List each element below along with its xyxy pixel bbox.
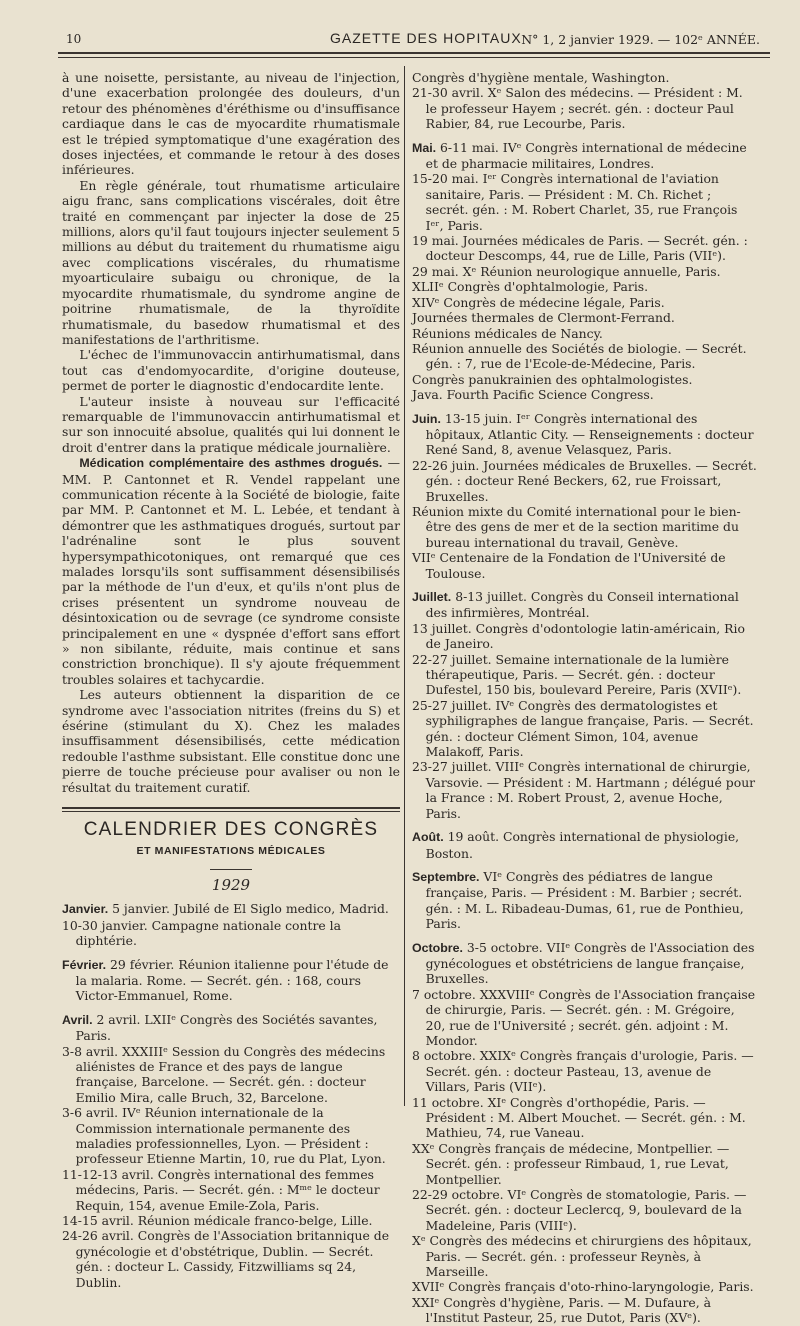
entry-text: 21-30 avril. Xᵉ Salon des médecins. — Président : M. le professeur Hayem ; secrét. gén. : docteur Paul Rabier, 84, rue Lecourbe, Paris. [412, 85, 743, 132]
section-rule [62, 807, 400, 809]
entry-text: XXIᵉ Congrès d'hygiène, Paris. — M. Dufaure, à l'Institut Pasteur, 25, rue Dutot, Paris (XVᵉ). [412, 1294, 711, 1326]
calendar-entry [412, 940, 757, 987]
article-paragraph: En règle générale, tout rhumatisme articulaire aigu franc, sans complications viscérales, doit être traité en commençant par injecter la dose de 25 millions, alors qu'il faut toujours injecter seulement 5 millions au début du traitement du rhumatisme aigu avec complications viscérales, du rhumatisme myoarticulaire subaigu ou chronique, de la myocardite rhumatismale, du syndrome angine de poitrine rhumatismale, de la thyroïdite rhumatismale, du basedow rhumatismal et des manifestations de l'arthritisme. [62, 177, 400, 347]
calendar-entry [412, 589, 757, 621]
month-gap [412, 581, 757, 589]
calendar-entry [412, 829, 757, 861]
issue-info: N° 1, 2 janvier 1929. — 102ᵉ ANNÉE. [521, 32, 760, 47]
entry-text: Réunion annuelle des Sociétés de biologie. — Secrét. gén. : 7, rue de l'Ecole-de-Médecine, Paris. [412, 340, 747, 372]
calendar-entry [412, 85, 757, 131]
month-gap [62, 949, 400, 957]
entry-text: 8 octobre. XXIXᵉ Congrès français d'urologie, Paris. — Secrét. gén. : docteur Pasteau, 13, avenue de Villars, Paris (VIIᵉ). [412, 1048, 754, 1095]
entry-text: Journées thermales de Clermont-Ferrand. [412, 310, 675, 326]
calendar-entry [412, 458, 757, 504]
calendar-entry [412, 698, 757, 760]
calendar-entry [62, 1105, 400, 1167]
calendar-entry [62, 1012, 400, 1044]
entry-text: 8-13 juillet. Congrès du Conseil international des infirmières, Montréal. [425, 589, 739, 621]
section-rule-thin [62, 811, 400, 812]
calendar-entry [412, 171, 757, 233]
entry-text: 15-20 mai. Iᵉʳ Congrès international de l'aviation sanitaire, Paris. — Président : M. Ch. Richet ; secrét. gén. : M. Robert Charlet, 35, rue François Iᵉʳ, Paris. [412, 171, 738, 233]
entry-text: XVIIᵉ Congrès français d'oto-rhino-laryngologie, Paris. [412, 1279, 754, 1295]
entry-text: 22-29 octobre. VIᵉ Congrès de stomatologie, Paris. — Secrét. gén. : docteur Leclercq, 9, boulevard de la Madeleine, Paris (VIIIᵉ). [412, 1187, 747, 1233]
calendar-entries-left [62, 901, 400, 1290]
article-heading: Médication complémentaire des asthmes drogués. [79, 456, 383, 471]
calendar-title: CALENDRIER DES CONGRÈS [83, 819, 379, 841]
page-header [60, 26, 760, 50]
calendar-entry [62, 1167, 400, 1213]
calendar-entry [412, 387, 757, 402]
entry-text: 6-11 mai. IVᵉ Congrès international de médecine et de pharmacie militaires, Londres. [425, 139, 747, 172]
calendar-entry [412, 326, 757, 341]
calendar-entry [412, 759, 757, 821]
calendar-entry [412, 869, 757, 932]
entry-text: 13 juillet. Congrès d'odontologie latin-américain, Rio de Janeiro. [412, 620, 745, 652]
entry-text: Xᵉ Congrès des médecins et chirurgiens des hôpitaux, Paris. — Secrét. gén. : professeur Reynès, à Marseille. [412, 1233, 752, 1280]
entry-text: 3-5 octobre. VIIᵉ Congrès de l'Association des gynécologues et obstétriciens de langue française, Bruxelles. [425, 939, 755, 987]
month-label: Juillet. [412, 590, 452, 604]
calendar-entry [412, 411, 757, 458]
article-paragraph [62, 455, 400, 687]
calendar-entry [412, 550, 757, 581]
article-paragraph: L'échec de l'immunovaccin antirhumatismal, dans tout cas d'endomyocardite, d'origine douteuse, permet de porter le diagnostic d'endocardite lente. [62, 347, 400, 394]
journal-title: GAZETTE DES HOPITAUX [330, 30, 522, 46]
entry-text: Congrès d'hygiène mentale, Washington. [412, 70, 670, 85]
entry-text: 22-26 juin. Journées médicales de Bruxelles. — Secrét. gén. : docteur René Beckers, 62, rue Froissart, Bruxelles. [412, 457, 757, 504]
calendar-entry [62, 957, 400, 1004]
month-label: Octobre. [412, 940, 463, 955]
month-label: Juin. [412, 411, 441, 426]
entry-text: 25-27 juillet. IVᵉ Congrès des dermatologistes et syphiligraphes de langue française, Paris. — Secrét. gén. : docteur Clément Simon, 104, avenue Malakoff, Paris. [412, 697, 754, 760]
calendar-entry [62, 1228, 400, 1290]
page-number: 10 [66, 32, 82, 46]
calendar-entry [412, 140, 757, 172]
calendar-entry [412, 341, 757, 372]
entry-text: 24-26 avril. Congrès de l'Association britannique de gynécologie et d'obstétrique, Dublin. — Secrét. gén. : docteur L. Cassidy, Fitzwilliams sq 24, Dublin. [62, 1228, 390, 1290]
calendar-entry [412, 1141, 757, 1187]
calendar-entry [412, 295, 757, 310]
calendar-entry [412, 233, 757, 264]
header-rule-thin [58, 57, 770, 58]
entry-text: Réunion mixte du Comité international pour le bien-être des gens de mer et de la section maritime du bureau international du travail, Genève. [412, 503, 741, 550]
header-rule [58, 52, 770, 54]
calendar-subtitle: ET MANIFESTATIONS MÉDICALES [136, 844, 326, 857]
calendar-entry [412, 504, 757, 550]
right-column [412, 70, 757, 1326]
article-body: — MM. P. Cantonnet et R. Vendel rappelant une communication récente à la Société de biologie, faite par MM. P. Cantonnet et M. L. Lebée, et tendant à démontrer que les asthmatiques drogués, surtout par l'adrénaline sont le plus souvent hypersympathicotoniques, ont remarqué que ces malades lorsqu'ils sont suffisamment désensibilisés par la méthode de l'un d'eux, et qu'ils n'ont plus de crises présentent un syndrome nouveau de désintoxication ou de sevrage (ce syndrome consiste principalement en une « dyspnée d'effort sans effort » non sibilante, réduite, mais continue et sans constriction bronchique). Il s'y ajoute fréquemment troubles solaires et tachycardie. [62, 455, 400, 687]
calendar-entry [412, 279, 757, 294]
calendar-entry [412, 264, 757, 279]
entry-text: 11-12-13 avril. Congrès international des femmes médecins, Paris. — Secrét. gén. : Mᵐᵉ le docteur Requin, 154, avenue Emile-Zola, Paris. [62, 1166, 380, 1213]
calendar-entry [62, 918, 400, 949]
calendar-entry [412, 652, 757, 698]
calendar-entry [412, 1187, 757, 1233]
entry-text: 23-27 juillet. VIIIᵉ Congrès international de chirurgie, Varsovie. — Président : M. Hartmann ; délégué pour la France : M. Robert Proust, 2, avenue Hoche, Paris. [412, 759, 756, 821]
entry-text: 29 février. Réunion italienne pour l'étude de la malaria. Rome. — Secrét. gén. : 168, cours Victor-Emmanuel, Rome. [75, 956, 389, 1004]
entry-text: 3-8 avril. XXXIIIᵉ Session du Congrès des médecins aliénistes de France et des pays de langue française, Barcelone. — Secrét. gén. : docteur Emilio Mira, calle Bruch, 32, Barcelone. [62, 1043, 386, 1105]
calendar-year: 1929 [211, 875, 251, 894]
calendar-entry [412, 1295, 757, 1326]
month-label: Avril. [62, 1012, 93, 1027]
article-paragraph: L'auteur insiste à nouveau sur l'efficacité remarquable de l'immunovaccin antirhumatismal et sur son innocuité absolue, qualités qui lui donnent le droit d'entrer dans la pratique médicale journalière. [62, 393, 400, 455]
calendar-entry [412, 621, 757, 652]
entry-text: XIVᵉ Congrès de médecine légale, Paris. [412, 294, 665, 310]
entry-text: 2 avril. LXIIᵉ Congrès des Sociétés savantes, Paris. [75, 1011, 378, 1044]
calendar-entry [412, 1279, 757, 1294]
calendar-entry [412, 70, 757, 85]
calendar-entries-right [412, 70, 757, 1326]
entry-text: 29 mai. Xᵉ Réunion neurologique annuelle, Paris. [412, 263, 721, 279]
month-label: Août. [412, 830, 444, 845]
entry-text: 3-6 avril. IVᵉ Réunion internationale de la Commission internationale permanente des maladies professionnelles, Lyon. — Président : professeur Etienne Martin, 10, rue du Plat, Lyon. [62, 1105, 386, 1167]
calendar-entry [62, 1044, 400, 1106]
calendar-entry [412, 310, 757, 325]
entry-text: 14-15 avril. Réunion médicale franco-belge, Lille. [62, 1213, 373, 1229]
entry-text: 13-15 juin. Iᵉʳ Congrès international des hôpitaux, Atlantic City. — Renseignements : docteur René Sand, 8, avenue Velasquez, Paris. [425, 410, 754, 458]
calendar-entry [62, 901, 400, 917]
calendar-entry [412, 1095, 757, 1141]
column-divider [404, 66, 405, 1106]
month-label: Février. [62, 957, 107, 972]
entry-text: 22-27 juillet. Semaine internationale de la lumière thérapeutique, Paris. — Secrét. gén. : docteur Dufestel, 150 bis, boulevard Pereire, Paris (XVIIᵉ). [412, 651, 742, 698]
month-label: Mai. [412, 140, 437, 155]
left-column [62, 70, 400, 1290]
article-paragraph: à une noisette, persistante, au niveau de l'injection, d'une exacerbation prolongée des douleurs, d'un retour des phénomènes d'éréthisme ou d'insuffisance cardiaque dans le cas de myocardite rhumatismale est le trépied symptomatique d'une exagération des doses injectées, et commande le retour à des doses inférieures. [62, 70, 400, 178]
article-paragraph: Les auteurs obtiennent la disparition de ce syndrome avec l'association nitrites (freins du S) et ésérine (stimulant du X). Chez les malades insuffisamment désensibilisés, cette médication redouble l'asthme subsistant. Elle constitue donc une pierre de touche précieuse pour avaliser ou non le résultat du traitement curatif. [62, 687, 400, 795]
entry-text: 19 août. Congrès international de physiologie, Boston. [425, 829, 740, 861]
entry-text: Java. Fourth Pacific Science Congress. [412, 387, 654, 403]
short-divider [210, 869, 252, 870]
month-label: Septembre. [412, 869, 480, 884]
entry-text: Réunions médicales de Nancy. [412, 325, 603, 341]
entry-text: 19 mai. Journées médicales de Paris. — Secrét. gén. : docteur Descomps, 44, rue de Lille, Paris (VIIᵉ). [412, 233, 748, 264]
month-gap [412, 861, 757, 869]
calendar-entry [412, 1233, 757, 1279]
calendar-entry [62, 1213, 400, 1228]
entry-text: 5 janvier. Jubilé de El Siglo medico, Madrid. [108, 901, 389, 917]
entry-text: XXᵉ Congrès français de médecine, Montpellier. — Secrét. gén. : professeur Rimbaud, 1, rue Levat, Montpellier. [412, 1140, 730, 1187]
entry-text: 10-30 janvier. Campagne nationale contre la diphtérie. [62, 917, 341, 949]
month-gap [62, 1004, 400, 1012]
entry-text: 11 octobre. XIᵉ Congrès d'orthopédie, Paris. — Président : M. Albert Mouchet. — Secrét. gén. : M. Mathieu, 74, rue Vaneau. [412, 1094, 746, 1141]
month-gap [412, 403, 757, 411]
entry-text: 7 octobre. XXXVIIIᵉ Congrès de l'Association française de chirurgie, Paris. — Secrét. gén. : M. Grégoire, 20, rue de l'Université ; secrét. gén. adjoint : M. Mondor. [412, 986, 756, 1048]
entry-text: VIᵉ Congrès des pédiatres de langue française, Paris. — Président : M. Barbier ; secrét. gén. : M. L. Ribadeau-Dumas, 61, rue de Ponthieu, Paris. [425, 868, 744, 932]
calendar-entry [412, 987, 757, 1049]
calendar-entry [412, 372, 757, 387]
month-gap [412, 932, 757, 940]
month-gap [412, 821, 757, 829]
month-label: Janvier. [62, 902, 109, 917]
entry-text: VIIᵉ Centenaire de la Fondation de l'Université de Toulouse. [412, 550, 726, 581]
month-gap [412, 132, 757, 140]
entry-text: Congrès panukrainien des ophtalmologistes. [412, 371, 693, 387]
calendar-entry [412, 1048, 757, 1094]
entry-text: XLIIᵉ Congrès d'ophtalmologie, Paris. [412, 279, 649, 295]
